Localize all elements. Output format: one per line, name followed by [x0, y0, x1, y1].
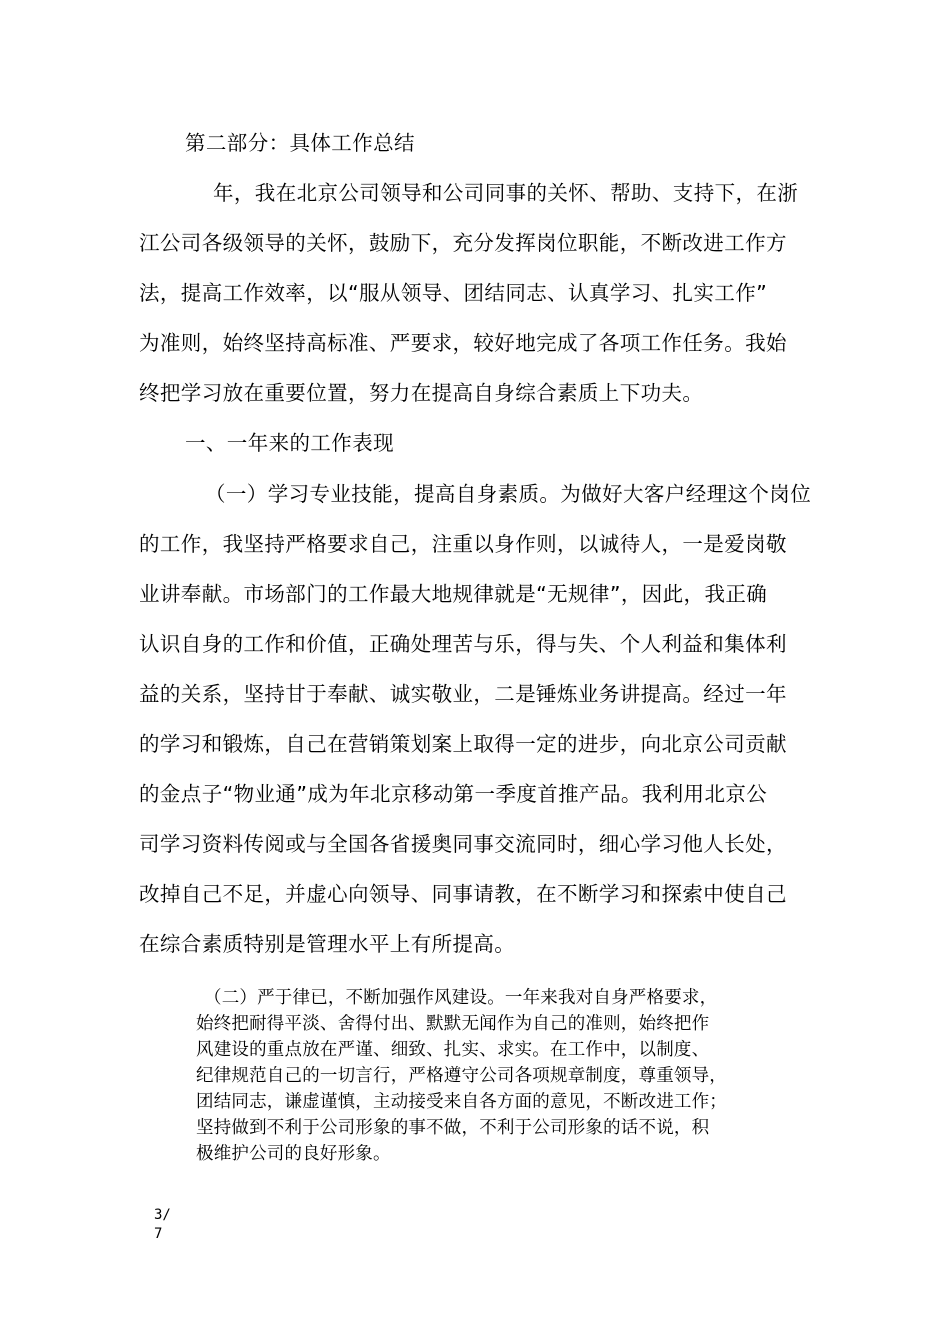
paragraph-line: 团结同志，谦虚谨慎，主动接受来自各方面的意见，不断改进工作； — [196, 1092, 727, 1112]
page-number-total: 7 — [154, 1226, 163, 1242]
paragraph-line: 终把学习放在重要位置，努力在提高自身综合素质上下功夫。 — [139, 381, 704, 405]
paragraph-line: 为准则，始终坚持高标准、严要求，较好地完成了各项工作任务。我始 — [139, 331, 787, 355]
paragraph-line: （二）严于律已，不断加强作风建设。一年来我对自身严格要求， — [204, 988, 718, 1008]
paragraph-line: 纪律规范自己的一切言行，严格遵守公司各项规章制度，尊重领导， — [196, 1066, 727, 1086]
paragraph-line: 年，我在北京公司领导和公司同事的关怀、帮助、支持下，在浙 — [213, 181, 799, 205]
paragraph-line: 业讲奉献。市场部门的工作最大地规律就是“无规律”，因此，我正确 — [139, 582, 768, 606]
paragraph-line: 坚持做到不利于公司形象的事不做，不利于公司形象的话不说，积 — [196, 1118, 710, 1138]
paragraph-line: 极维护公司的良好形象。 — [196, 1144, 391, 1164]
paragraph-line: 江公司各级领导的关怀，鼓励下，充分发挥岗位职能，不断改进工作方 — [139, 231, 787, 255]
paragraph-line: 司学习资料传阅或与全国各省援奥同事交流同时，细心学习他人长处， — [139, 832, 787, 856]
section-heading: 第二部分：具体工作总结 — [185, 131, 415, 155]
section-title: 一、一年来的工作表现 — [185, 431, 394, 455]
paragraph-line: 法，提高工作效率，以“服从领导、团结同志、认真学习、扎实工作” — [139, 281, 768, 305]
paragraph-line: 益的关系，坚持甘于奉献、诚实敬业，二是锤炼业务讲提高。经过一年 — [139, 682, 787, 706]
paragraph-line: 在综合素质特别是管理水平上有所提高。 — [139, 932, 516, 956]
paragraph-line: 风建设的重点放在严谨、细致、扎实、求实。在工作中，以制度、 — [196, 1040, 710, 1060]
paragraph-line: 的学习和锻炼，自己在营销策划案上取得一定的进步，向北京公司贡献 — [139, 732, 787, 756]
paragraph-line: 始终把耐得平淡、舍得付出、默默无闻作为自己的准则，始终把作 — [196, 1014, 710, 1034]
paragraph-line: 改掉自己不足，并虚心向领导、同事请教，在不断学习和探索中使自己 — [139, 882, 787, 906]
paragraph-line: 的金点子“物业通”成为年北京移动第一季度首推产品。我利用北京公 — [139, 782, 768, 806]
paragraph-line: （一）学习专业技能，提高自身素质。为做好大客户经理这个岗位 — [205, 482, 812, 506]
paragraph-line: 认识自身的工作和价值，正确处理苦与乐，得与失、个人利益和集体利 — [139, 632, 787, 656]
page-number-current: 3/ — [154, 1207, 171, 1223]
paragraph-line: 的工作，我坚持严格要求自己，注重以身作则，以诚待人，一是爱岗敬 — [139, 532, 787, 556]
